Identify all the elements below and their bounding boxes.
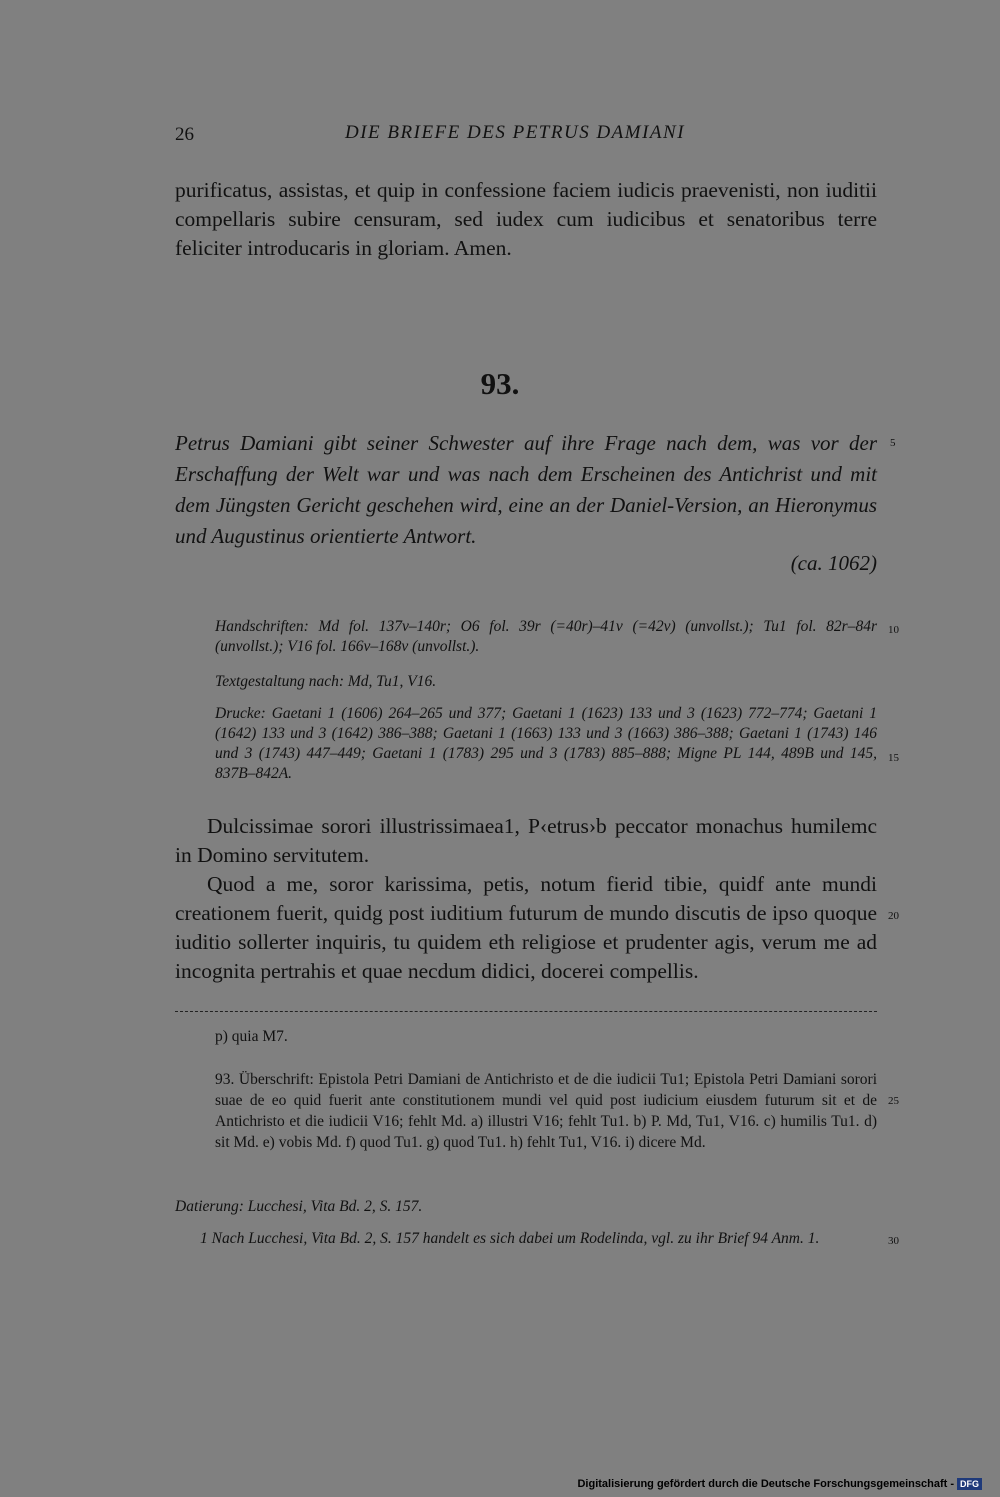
dfg-logo: DFG xyxy=(957,1478,982,1490)
line-number-30: 30 xyxy=(888,1235,899,1247)
previous-letter-end: purificatus, assistas, et quip in confessione faciem iudicis praevenisti, non iuditii compellaris subire censuram, sed iudex cum iudicibus et senatoribus terre feliciter introducaris in gloriam. Amen. xyxy=(175,178,877,260)
line-number-15: 15 xyxy=(888,752,899,764)
letter-summary: Petrus Damiani gibt seiner Schwester auf ihre Frage nach dem, was vor der Erschaffung der Welt war und was nach dem Erscheinen des Antichrist und mit dem Jüngsten Gericht geschehen wird, eine an der Daniel-Version, an Hieronymus und Augustinus orientierte Antwort. xyxy=(175,431,877,548)
running-title: DIE BRIEFE DES PETRUS DAMIANI xyxy=(345,122,686,143)
letter-incipit: Dulcissimae sorori illustrissimaea1, P‹etrus›b peccator monachus humilemc in Domino servitutem. xyxy=(175,814,877,867)
page-number: 26 xyxy=(175,124,194,145)
line-number-20: 20 xyxy=(888,910,899,922)
funding-footer xyxy=(577,1478,982,1490)
footnote-rule xyxy=(175,1011,877,1012)
text-basis-note: Textgestaltung nach: Md, Tu1, V16. xyxy=(215,673,437,690)
footnote-1: 1 Nach Lucchesi, Vita Bd. 2, S. 157 handelt es sich dabei um Rodelinda, vgl. zu ihr Brief 94 Anm. 1. xyxy=(200,1230,820,1247)
dating-note: Datierung: Lucchesi, Vita Bd. 2, S. 157. xyxy=(175,1198,423,1215)
editions-note: Drucke: Gaetani 1 (1606) 264–265 und 377; Gaetani 1 (1623) 133 und 3 (1623) 772–774; Gaetani 1 (1642) 133 und 3 (1642) 386–388; Gaetani 1 (1663) 133 und 3 (1663) 386–388; Gaetani 1 (1743) 146 und 3 (1743) 447–449; Gaetani 1 (1783) 295 und 3 (1783) 885–888; Migne PL 144, 489B und 145, 837B–842A. xyxy=(215,705,877,782)
line-number-10: 10 xyxy=(888,624,899,636)
line-number-5: 5 xyxy=(890,437,896,449)
manuscripts-note: Handschriften: Md fol. 137v–140r; O6 fol. 39r (=40r)–41v (=42v) (unvollst.); Tu1 fol. 82r–84r (unvollst.); V16 fol. 166v–168v (unvollst.). xyxy=(215,618,877,655)
footer-text: Digitalisierung gefördert durch die Deutsche Forschungsgemeinschaft - xyxy=(577,1478,954,1490)
line-number-25: 25 xyxy=(888,1095,899,1107)
letter-date: (ca. 1062) xyxy=(790,551,877,575)
apparatus-footnote: 93. Überschrift: Epistola Petri Damiani de Antichristo et de die iudicii Tu1; Epistola Petri Damiani sorori suae de eo quid fuerit ante constitutionem mundi vel quid post iudicium eiusdem futurum sit et de Antichristo et die iudicii V16; fehlt Md. a) illustri V16; fehlt Tu1. b) P. Md, Tu1, V16. c) humilis Tu1. d) sit Md. e) vobis Md. f) quod Tu1. g) quod Tu1. h) fehlt Tu1, V16. i) dicere Md. xyxy=(215,1071,877,1151)
letter-number: 93. xyxy=(480,366,520,401)
footnote-p: p) quia M7. xyxy=(215,1028,288,1045)
letter-paragraph: Quod a me, soror karissima, petis, notum fierid tibie, quidf ante mundi creationem fuerit, quidg post iuditium futurum de mundo discutis de ipso quoque iuditio sollerter inquiris, tu quidem eth religiose et prudenter agis, verum me ad incognita pertrahis et quae necdum didici, docerei compellis. xyxy=(175,872,877,983)
